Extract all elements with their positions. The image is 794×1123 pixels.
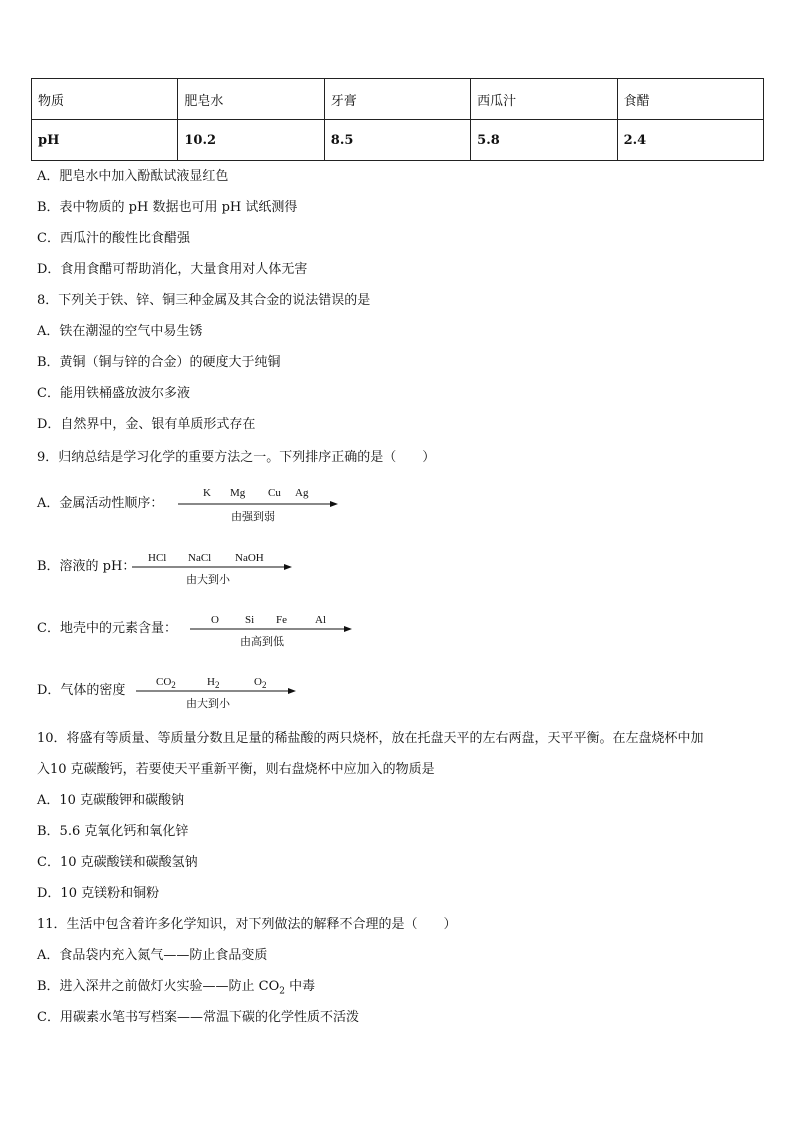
order-item: K bbox=[203, 487, 211, 499]
q7-option-a: A．肥皂水中加入酚酞试液显红色 bbox=[37, 169, 229, 184]
table-cell: 5.8 bbox=[471, 120, 617, 161]
q8-stem: 8．下列关于铁、锌、铜三种金属及其合金的说法错误的是 bbox=[37, 293, 371, 308]
table-cell: 食醋 bbox=[617, 79, 763, 120]
table-cell: 8.5 bbox=[324, 120, 470, 161]
q10-option-c: C．10 克碳酸镁和碳酸氢钠 bbox=[37, 855, 198, 870]
order-item: Fe bbox=[276, 614, 287, 626]
q8-option-c: C．能用铁桶盛放波尔多液 bbox=[37, 386, 190, 401]
q8-option-d: D．自然界中，金、银有单质形式存在 bbox=[37, 417, 256, 432]
q8-option-b: B．黄铜（铜与锌的合金）的硬度大于纯铜 bbox=[37, 355, 281, 370]
order-item: Mg bbox=[230, 487, 246, 499]
q9-option-a-label: A．金属活动性顺序： bbox=[37, 496, 164, 511]
table-cell: 2.4 bbox=[617, 120, 763, 161]
table-header-row bbox=[32, 79, 764, 120]
order-item: $CO_2$ bbox=[156, 676, 176, 691]
q11-stem: 11．生活中包含着许多化学知识，对下列做法的解释不合理的是（ ） bbox=[37, 917, 457, 932]
q8-option-a: A．铁在潮湿的空气中易生锈 bbox=[37, 324, 203, 339]
order-note: 由高到低 bbox=[240, 635, 284, 648]
q11-option-c: C．用碳素水笔书写档案——常温下碳的化学性质不活泼 bbox=[37, 1010, 359, 1025]
q11-option-a: A．食品袋内充入氮气——防止食品变质 bbox=[37, 948, 268, 963]
order-note: 由强到弱 bbox=[231, 510, 275, 523]
q7-option-d: D．食用食醋可帮助消化，大量食用对人体无害 bbox=[37, 262, 308, 277]
q9-option-c-label: C．地壳中的元素含量： bbox=[37, 621, 177, 636]
order-item: $O_2$ bbox=[254, 676, 267, 691]
q11-option-b: B．进入深井之前做灯火实验——防止 $CO_2$ 中毒 bbox=[37, 979, 316, 997]
order-note: 由大到小 bbox=[186, 573, 230, 586]
order-item: NaCl bbox=[188, 552, 212, 564]
order-note: 由大到小 bbox=[186, 697, 230, 710]
q10-stem-line2: 入10 克碳酸钙，若要使天平重新平衡，则右盘烧杯中应加入的物质是 bbox=[37, 762, 435, 777]
table-cell: 西瓜汁 bbox=[471, 79, 617, 120]
q10-option-b: B．5.6 克氧化钙和氧化锌 bbox=[37, 824, 189, 839]
q10-option-a: A．10 克碳酸钾和碳酸钠 bbox=[37, 793, 185, 808]
table-cell: 物质 bbox=[32, 79, 178, 120]
order-item: Ag bbox=[295, 487, 309, 499]
order-item: O bbox=[211, 614, 219, 626]
ph-table bbox=[31, 78, 764, 161]
q7-option-c: C．西瓜汁的酸性比食醋强 bbox=[37, 231, 190, 246]
order-item: Cu bbox=[268, 487, 281, 499]
order-item: NaOH bbox=[235, 552, 264, 564]
q9-option-b-label: B．溶液的 pH： bbox=[37, 559, 136, 574]
order-item: Si bbox=[245, 614, 255, 626]
q7-option-b: B．表中物质的 pH 数据也可用 pH 试纸测得 bbox=[37, 200, 298, 215]
table-value-row bbox=[32, 120, 764, 161]
table-cell: 牙膏 bbox=[324, 79, 470, 120]
order-item: $H_2$ bbox=[207, 676, 220, 691]
q10-stem-line1: 10．将盛有等质量、等质量分数且足量的稀盐酸的两只烧杯，放在托盘天平的左右两盘，天平平衡。在左盘烧杯中加 bbox=[37, 731, 704, 746]
q9-stem: 9．归纳总结是学习化学的重要方法之一。下列排序正确的是（ ） bbox=[37, 450, 436, 465]
order-item: Al bbox=[315, 614, 326, 626]
q9-option-d-label: D．气体的密度 bbox=[37, 683, 126, 698]
table-cell: 10.2 bbox=[178, 120, 324, 161]
q10-option-d: D．10 克镁粉和铜粉 bbox=[37, 886, 160, 901]
table-cell: pH bbox=[32, 120, 178, 161]
table-cell: 肥皂水 bbox=[178, 79, 324, 120]
order-item: HCl bbox=[148, 552, 167, 564]
